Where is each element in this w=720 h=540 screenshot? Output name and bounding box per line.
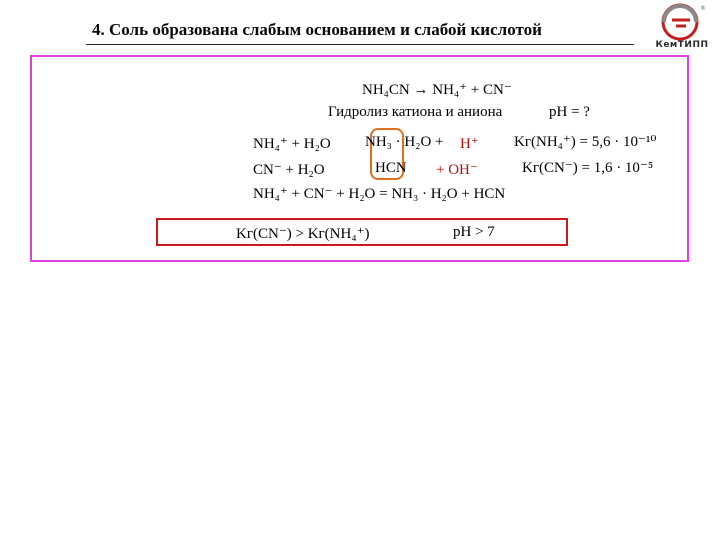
cation-hydrolysis-ion: H⁺ (460, 136, 479, 152)
ph-question: pH = ? (549, 104, 590, 120)
conclusion-ph: pH > 7 (453, 224, 495, 240)
svg-text:®: ® (700, 5, 706, 12)
overall-equation: NH₄⁺ + CN⁻ + H₂O = NH₃ · H₂O + HCN (253, 186, 506, 202)
cation-hydrolysis-rhs: NH₃ · H₂O + (365, 134, 444, 150)
cation-hydrolysis-lhs: NH₄⁺ + H₂O (253, 136, 331, 152)
dissociation-equation: NH₄CN → NH₄⁺ + CN⁻ (362, 82, 512, 98)
anion-hydrolysis-constant: Kг(CN⁻) = 1,6 · 10⁻⁵ (522, 160, 654, 176)
anion-hydrolysis-lhs: CN⁻ + H₂O (253, 162, 325, 178)
anion-hydrolysis-rhs: HCN (375, 160, 407, 176)
conclusion-comparison: Kг(CN⁻) > Kг(NH₄⁺) (236, 226, 370, 242)
cation-hydrolysis-constant: Kг(NH₄⁺) = 5,6 · 10⁻¹⁰ (514, 134, 657, 150)
anion-hydrolysis-ion: + OH⁻ (436, 162, 478, 178)
hydrolysis-label: Гидролиз катиона и аниона (328, 104, 503, 120)
title-underline (86, 44, 634, 45)
slide-title: 4. Соль образована слабым основанием и слабой кислотой (92, 20, 542, 39)
logo-text: КемТИПП (655, 40, 709, 50)
